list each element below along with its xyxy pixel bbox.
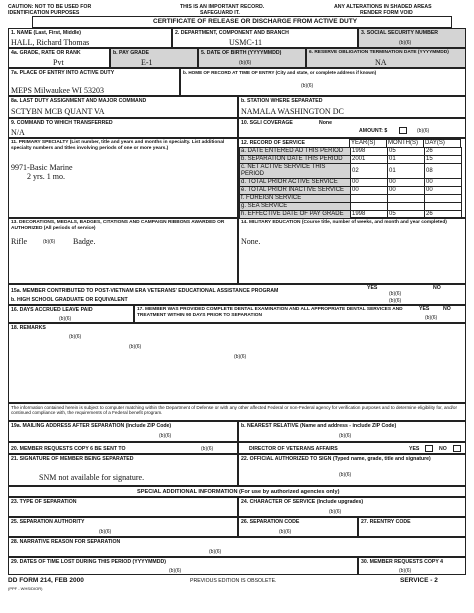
field-4b-label: b. PAY GRADE <box>113 50 149 56</box>
field-15b-label: b. HIGH SCHOOL GRADUATE OR EQUIVALENT <box>11 297 128 303</box>
field-13-decorations[interactable] <box>8 218 238 284</box>
field-8a-label: 8a. LAST DUTY ASSIGNMENT AND MAJOR COMMAND <box>11 98 147 104</box>
field-20b-yes: YES <box>409 446 420 452</box>
field-2-branch[interactable] <box>172 28 358 48</box>
field-4a-value: Pvt <box>53 58 64 67</box>
months-header: MONTH(S) <box>387 140 424 148</box>
field-19b-relative[interactable] <box>238 421 466 442</box>
field-25-authority[interactable] <box>8 517 238 537</box>
field-4a-grade[interactable] <box>8 48 110 68</box>
safeguard-label: SAFEGUARD IT. <box>200 10 240 16</box>
field-7a-value: MEPS Milwaukee WI 53203 <box>11 86 104 95</box>
record-row: a. DATE ENTERED AD THIS PERIOD 1998 05 26 <box>240 148 462 156</box>
field-20b-label: DIRECTOR OF VETERANS AFFAIRS <box>249 446 338 452</box>
field-5-value: (b)(6) <box>239 60 252 66</box>
field-1-label: 1. NAME (Last, First, Middle) <box>11 30 82 36</box>
remarks-value-2: (b)(6) <box>129 344 142 350</box>
field-20b-veterans[interactable] <box>238 442 466 454</box>
field-27-reentry[interactable] <box>358 517 466 537</box>
field-7a-label: 7a. PLACE OF ENTRY INTO ACTIVE DUTY <box>11 70 115 76</box>
field-15a-no: NO <box>433 285 441 291</box>
form-number: DD FORM 214, FEB 2000 <box>8 577 84 584</box>
record-row: h. EFFECTIVE DATE OF PAY GRADE 1998 05 26 <box>240 211 462 219</box>
field-20-copy6[interactable] <box>8 442 238 454</box>
field-11-value-1: 9971-Basic Marine <box>11 163 73 172</box>
record-row: d. TOTAL PRIOR ACTIVE SERVICE 00 00 00 <box>240 179 462 187</box>
field-29-label: 29. DATES OF TIME LOST DURING THIS PERIOD (YYYYMMDD) <box>11 559 166 565</box>
field-15a-value: (b)(6) <box>389 291 402 297</box>
remarks-value-1: (b)(6) <box>69 334 82 340</box>
field-14-value: None. <box>241 237 261 246</box>
render-void-label: RENDER FORM VOID <box>360 10 413 16</box>
field-20b-no: NO <box>439 446 447 452</box>
previous-edition-label: PREVIOUS EDITION IS OBSOLETE. <box>190 578 277 584</box>
field-17-value: (b)(6) <box>425 315 438 321</box>
field-28-value: (b)(6) <box>209 549 222 555</box>
field-10-label: 10. SGLI COVERAGE <box>241 120 293 126</box>
field-12-record[interactable] <box>238 138 466 218</box>
field-17-no: NO <box>443 306 451 312</box>
field-28-label: 28. NARRATIVE REASON FOR SEPARATION <box>11 539 121 545</box>
field-20-label: 20. MEMBER REQUESTS COPY 6 BE SENT TO <box>11 446 126 452</box>
field-10-none-label: None <box>319 120 332 126</box>
field-13-label: 13. DECORATIONS, MEDALS, BADGES, CITATIONS AND CAMPAIGN RIBBONS AWARDED OR AUTHORIZED (All periods of service) <box>11 220 225 231</box>
caution-label-2: IDENTIFICATION PURPOSES <box>8 10 80 16</box>
field-15a-label: 15a. MEMBER CONTRIBUTED TO POST-VIETNAM ERA VETERANS' EDUCATIONAL ASSISTANCE PROGRAM <box>11 288 279 294</box>
alterations-label: ANY ALTERATIONS IN SHADED AREAS <box>334 4 432 10</box>
field-8b-station[interactable] <box>238 96 466 118</box>
field-9-command[interactable] <box>8 118 238 138</box>
record-row: f. FOREIGN SERVICE <box>240 195 462 203</box>
field-6-reserve[interactable] <box>306 48 466 68</box>
field-19b-value: (b)(6) <box>339 433 352 439</box>
field-24-character[interactable] <box>238 497 466 517</box>
special-info-header <box>8 486 466 497</box>
field-30-value: (b)(6) <box>399 568 412 574</box>
field-11-value-2: 2 yrs. 1 mo. <box>27 172 65 181</box>
special-info-label: SPECIAL ADDITIONAL INFORMATION (For use by authorized agencies only) <box>137 489 340 495</box>
field-17-dental[interactable] <box>134 305 466 323</box>
field-22-official[interactable] <box>238 454 466 486</box>
field-2-value: USMC-11 <box>229 38 263 47</box>
field-10-value: (b)(6) <box>417 128 430 134</box>
record-row: c. NET ACTIVE SERVICE THIS PERIOD 02 01 08 <box>240 164 462 179</box>
field-12-label: 12. RECORD OF SERVICE <box>241 140 305 146</box>
field-13-value-a: Rifle <box>11 237 27 246</box>
field-4b-paygrade[interactable] <box>110 48 198 68</box>
field-16-value: (b)(6) <box>59 316 72 322</box>
days-header: DAY(S) <box>424 140 461 148</box>
field-8a-value: SCTYBN MCB QUANT VA <box>11 107 105 116</box>
field-3-label: 3. SOCIAL SECURITY NUMBER <box>361 30 439 36</box>
important-record-label: THIS IS AN IMPORTANT RECORD. <box>180 4 265 10</box>
field-19b-label: b. NEAREST RELATIVE (Name and address - include ZIP Code) <box>241 423 397 429</box>
field-17-label: 17. MEMBER WAS PROVIDED COMPLETE DENTAL EXAMINATION AND ALL APPROPRIATE DENTAL SERVICES AND TREATMENT WITHIN 90 DAYS PRIOR TO SEPARATION <box>137 307 403 318</box>
notice-box <box>8 403 466 421</box>
field-7b-value: (b)(6) <box>301 83 314 89</box>
field-29-value: (b)(6) <box>169 568 182 574</box>
privacy-notice: The information contained herein is subject to computer matching within the Department of Defense or with any other affected Federal or non-Federal agency for verification purposes and to determine eligibility for, and/or continued compliance with, the requirements of a Federal benefit program. <box>11 405 458 416</box>
field-11-specialty[interactable] <box>8 138 238 218</box>
field-24-label: 24. CHARACTER OF SERVICE (Include upgrades) <box>241 499 364 505</box>
field-27-label: 27. REENTRY CODE <box>361 519 411 525</box>
field-9-value: N/A <box>11 128 25 137</box>
record-of-service-table <box>239 147 462 219</box>
field-15b-value: (b)(6) <box>389 298 402 304</box>
years-header: YEAR(S) <box>350 140 387 148</box>
remarks-value-3: (b)(6) <box>234 354 247 360</box>
field-1-value: HALL, Richard Thomas <box>11 38 90 47</box>
field-23-label: 23. TYPE OF SEPARATION <box>11 499 77 505</box>
field-21-value: SNM not available for signature. <box>39 473 145 482</box>
field-14-label: 14. MILITARY EDUCATION (Course title, number of weeks, and month and year completed) <box>241 220 447 225</box>
field-22-value: (b)(6) <box>339 472 352 478</box>
field-20b-yes-checkbox[interactable] <box>425 445 433 452</box>
field-10-amount-label: AMOUNT: $ <box>359 128 388 134</box>
field-10-sgli[interactable] <box>238 118 466 138</box>
field-3-ssn[interactable] <box>358 28 466 48</box>
field-19a-label: 19a. MAILING ADDRESS AFTER SEPARATION (Include ZIP Code) <box>11 423 172 429</box>
field-8a-assignment[interactable] <box>8 96 238 118</box>
title-box <box>32 16 452 28</box>
field-19a-value: (b)(6) <box>159 433 172 439</box>
field-20-value: (b)(6) <box>201 446 214 452</box>
field-18-label: 18. REMARKS <box>11 325 46 331</box>
field-26-sep-code[interactable] <box>238 517 358 537</box>
field-10-checkbox[interactable] <box>399 127 407 134</box>
field-6-label: 6. RESERVE OBLIGATION TERMINATION DATE (YYYYMMDD) <box>309 50 449 55</box>
field-3-value: (b)(6) <box>399 40 412 46</box>
field-4a-label: 4a. GRADE, RATE OR RANK <box>11 50 81 56</box>
field-21-signature[interactable] <box>8 454 238 486</box>
field-26-value: (b)(6) <box>279 529 292 535</box>
field-16-leave[interactable] <box>8 305 134 323</box>
record-row: b. SEPARATION DATE THIS PERIOD 2001 01 15 <box>240 156 462 164</box>
caution-label: CAUTION: NOT TO BE USED FOR <box>8 4 92 10</box>
field-24-value: (b)(6) <box>329 509 342 515</box>
field-23-type[interactable] <box>8 497 238 517</box>
field-11-label: 11. PRIMARY SPECIALTY (List number, title and years and months in specialty. List additional specialty numbers and titles involving periods of one or more years.) <box>11 140 225 151</box>
field-20b-no-checkbox[interactable] <box>453 445 461 452</box>
record-row: e. TOTAL PRIOR INACTIVE SERVICE 00 00 00 <box>240 187 462 195</box>
field-18-remarks[interactable] <box>8 323 466 403</box>
field-14-education[interactable] <box>238 218 466 284</box>
field-25-label: 25. SEPARATION AUTHORITY <box>11 519 85 525</box>
field-7b-home[interactable] <box>180 68 466 96</box>
field-13-value-b: (b)(6) <box>43 239 56 245</box>
field-25-value: (b)(6) <box>99 529 112 535</box>
field-5-dob[interactable] <box>198 48 306 68</box>
form-sub: (PPF - WHS/DIOR) <box>8 586 43 591</box>
field-15-education-program[interactable] <box>8 284 466 305</box>
field-30-label: 30. MEMBER REQUESTS COPY 4 <box>361 559 444 565</box>
field-15a-yes: YES <box>367 285 378 291</box>
field-30-copy4[interactable] <box>358 557 466 575</box>
field-17-yes: YES <box>419 306 430 312</box>
field-26-label: 26. SEPARATION CODE <box>241 519 300 525</box>
field-4b-value: E-1 <box>141 58 153 67</box>
field-9-label: 9. COMMAND TO WHICH TRANSFERRED <box>11 120 113 126</box>
field-7a-entry[interactable] <box>8 68 180 96</box>
field-5-label: 5. DATE OF BIRTH (YYYYMMDD) <box>201 50 282 56</box>
field-21-label: 21. SIGNATURE OF MEMBER BEING SEPARATED <box>11 456 134 462</box>
field-8b-value: NAMALA WASHINGTON DC <box>241 107 344 116</box>
form-title: CERTIFICATE OF RELEASE OR DISCHARGE FROM ACTIVE DUTY <box>153 18 358 25</box>
field-16-label: 16. DAYS ACCRUED LEAVE PAID <box>11 307 93 313</box>
field-2-label: 2. DEPARTMENT, COMPONENT AND BRANCH <box>175 30 289 36</box>
field-19a-mailing[interactable] <box>8 421 238 442</box>
field-13-value-c: Badge. <box>73 237 96 246</box>
field-22-label: 22. OFFICIAL AUTHORIZED TO SIGN (Typed name, grade, title and signature) <box>241 456 431 462</box>
field-8b-label: b. STATION WHERE SEPARATED <box>241 98 323 104</box>
field-6-value: NA <box>375 58 387 67</box>
field-7b-label: b. HOME OF RECORD AT TIME OF ENTRY (City and state, or complete address if known) <box>183 70 377 75</box>
copy-label: SERVICE - 2 <box>400 577 438 584</box>
record-row: g. SEA SERVICE <box>240 203 462 211</box>
field-1-name[interactable] <box>8 28 172 48</box>
field-28-narrative[interactable] <box>8 537 466 557</box>
field-29-time-lost[interactable] <box>8 557 358 575</box>
